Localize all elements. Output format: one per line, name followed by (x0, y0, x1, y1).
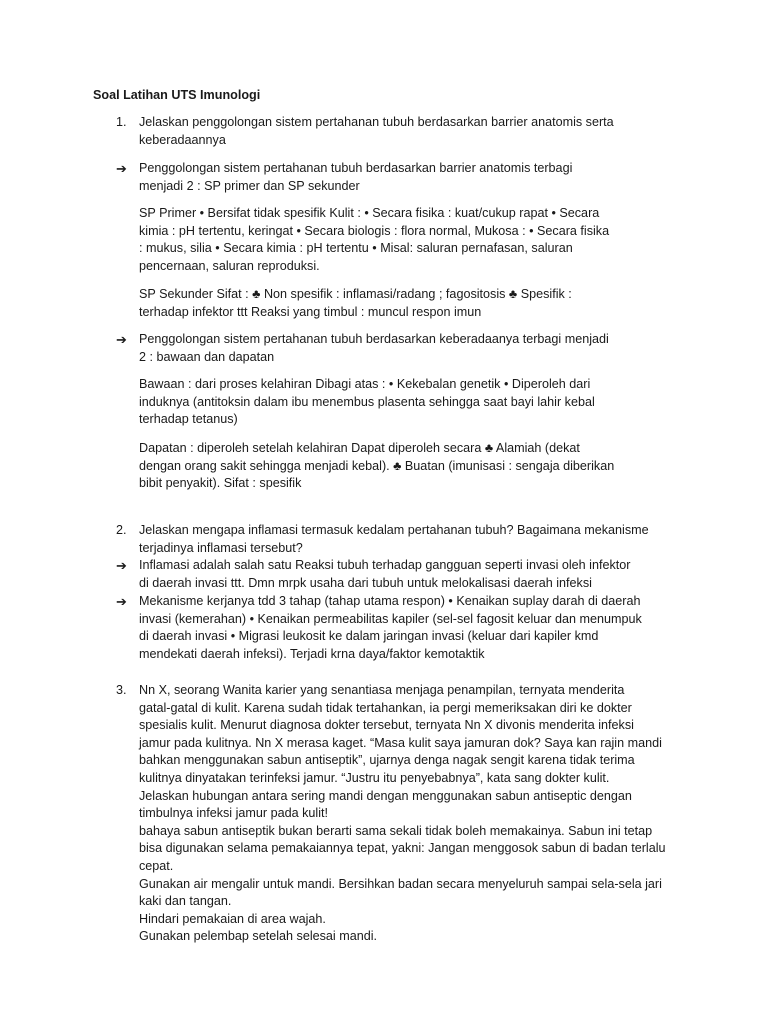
text-line: Jelaskan mengapa inflamasi termasuk kedalam pertahanan tubuh? Bagaimana mekanisme (139, 523, 649, 537)
text-line: keberadaannya (139, 132, 226, 147)
question-number: 3. (116, 683, 127, 697)
text-line: mendekati daerah infeksi). Terjadi krna daya/faktor kemotaktik (139, 646, 485, 661)
text-line: : mukus, silia • Secara kimia : pH tertentu • Misal: saluran pernafasan, saluran (139, 241, 573, 256)
text-line: Penggolongan sistem pertahanan tubuh berdasarkan keberadaanya terbagi menjadi (139, 332, 609, 346)
arrow-bullet-icon: ➔ (116, 594, 127, 609)
arrow-bullet-icon: ➔ (116, 161, 127, 176)
text-line: Inflamasi adalah salah satu Reaksi tubuh terhadap gangguan seperti invasi oleh infektor (139, 558, 631, 572)
text-line: Bawaan : dari proses kelahiran Dibagi atas : • Kekebalan genetik • Diperoleh dari (139, 377, 591, 391)
text-line: invasi (kemerahan) • Kenaikan permeabilitas kapiler (sel-sel fagosit keluar dan menumpuk (139, 611, 642, 626)
text-line: kimia : pH tertentu, keringat • Secara biologis : flora normal, Mukosa : • Secara fisika (139, 223, 610, 238)
text-line: terhadap tetanus) (139, 412, 238, 427)
paragraph-text (139, 440, 679, 493)
answer-text (139, 593, 679, 663)
text-line: kulitnya dinyatakan terinfeksi jamur. “Justru itu penyebabnya”, kata sang dokter kulit. (139, 770, 610, 785)
paragraph-text (139, 286, 679, 321)
text-line: kaki dan tangan. (139, 894, 232, 909)
text-line: bahaya sabun antiseptik bukan berarti sama sekali tidak boleh memakainya. Sabun ini tetap (139, 823, 653, 838)
text-line: Dapatan : diperoleh setelah kelahiran Dapat diperoleh secara ♣ Alamiah (dekat (139, 441, 580, 455)
text-line: 2 : bawaan dan dapatan (139, 349, 275, 364)
question-number: 2. (116, 523, 127, 537)
text-line: jamur pada kulitnya. Nn X merasa kaget. “Masa kulit saya jamuran dok? Saya kan rajin mandi (139, 735, 662, 750)
arrow-bullet-icon: ➔ (116, 332, 127, 347)
text-line: bibit penyakit). Sifat : spesifik (139, 476, 302, 491)
text-line: terhadap infektor ttt Reaksi yang timbul : muncul respon imun (139, 304, 482, 319)
question-text (139, 682, 679, 946)
text-line: bisa digunakan selama pemakaiannya tepat, yakni: Jangan menggosok sabun di badan terlalu (139, 841, 666, 856)
text-line: Mekanisme kerjanya tdd 3 tahap (tahap utama respon) • Kenaikan suplay darah di daerah (139, 594, 641, 608)
text-line: induknya (antitoksin dalam ibu menembus plasenta sehingga saat bayi lahir kebal (139, 394, 595, 409)
text-line: timbulnya infeksi jamur pada kulit! (139, 806, 328, 821)
paragraph-text (139, 205, 679, 275)
text-line: terjadinya inflamasi tersebut? (139, 540, 303, 555)
text-line: Penggolongan sistem pertahanan tubuh berdasarkan barrier anatomis terbagi (139, 161, 573, 175)
text-line: di daerah invasi • Migrasi leukosit ke dalam jaringan invasi (keluar dari kapiler kmd (139, 629, 599, 644)
text-line: bahkan menggunakan sabun antiseptik”, ujarnya denga nagak sengit karena tidak terima (139, 753, 635, 768)
document-title: Soal Latihan UTS Imunologi (93, 88, 261, 102)
answer-text (139, 331, 679, 366)
text-line: spesialis kulit. Menurut diagnosa dokter tersebut, ternyata Nn X divonis menderita infeksi (139, 718, 634, 733)
answer-text (139, 557, 679, 592)
text-line: Jelaskan penggolongan sistem pertahanan tubuh berdasarkan barrier anatomis serta (139, 115, 614, 129)
question-number: 1. (116, 115, 127, 129)
text-line: cepat. (139, 858, 174, 873)
arrow-bullet-icon: ➔ (116, 558, 127, 573)
question-text (139, 522, 679, 557)
text-line: menjadi 2 : SP primer dan SP sekunder (139, 178, 360, 193)
text-line: Gunakan pelembap setelah selesai mandi. (139, 929, 378, 944)
text-line: pencernaan, saluran reproduksi. (139, 258, 320, 273)
question-text (139, 114, 679, 149)
text-line: Nn X, seorang Wanita karier yang senantiasa menjaga penampilan, ternyata menderita (139, 683, 625, 697)
text-line: Jelaskan hubungan antara sering mandi dengan menggunakan sabun antiseptic dengan (139, 788, 632, 803)
text-line: gatal-gatal di kulit. Karena sudah tidak tertahankan, ia pergi memeriksakan diri ke dokter (139, 700, 632, 715)
answer-text (139, 160, 679, 195)
text-line: SP Sekunder Sifat : ♣ Non spesifik : inflamasi/radang ; fagositosis ♣ Spesifik : (139, 287, 572, 301)
text-line: Gunakan air mengalir untuk mandi. Bersihkan badan secara menyeluruh sampai sela-sela jari (139, 876, 662, 891)
text-line: Hindari pemakaian di area wajah. (139, 911, 326, 926)
text-line: dengan orang sakit sehingga menjadi kebal). ♣ Buatan (imunisasi : sengaja diberikan (139, 458, 615, 473)
text-line: SP Primer • Bersifat tidak spesifik Kulit : • Secara fisika : kuat/cukup rapat • Secara (139, 206, 600, 220)
paragraph-text (139, 376, 679, 429)
text-line: di daerah invasi ttt. Dmn mrpk usaha dari tubuh untuk melokalisasi daerah infeksi (139, 575, 592, 590)
